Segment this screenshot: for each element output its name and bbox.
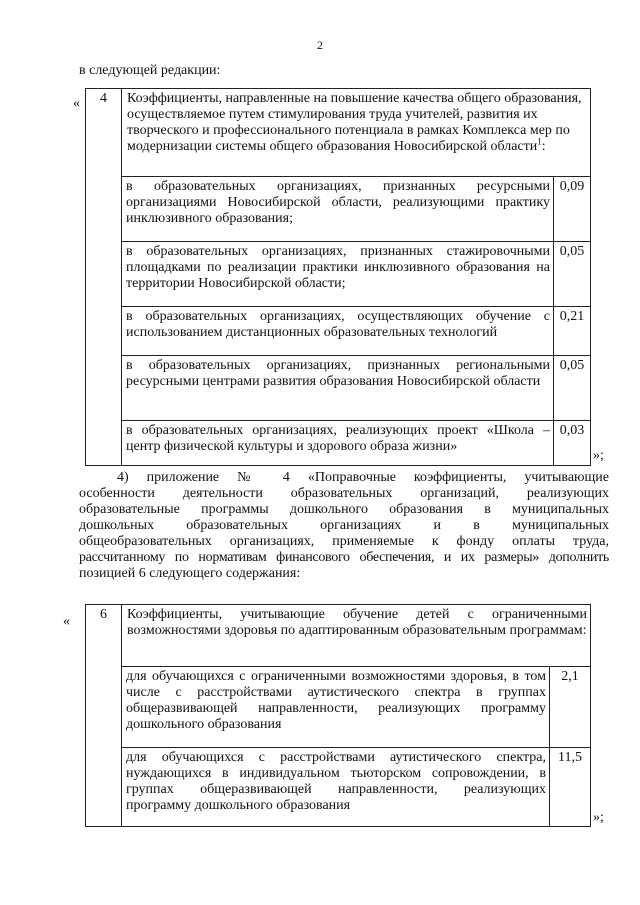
table-row — [86, 177, 591, 242]
table1-item-text — [122, 421, 554, 466]
page-number: 2 — [317, 38, 323, 52]
table1-item-text — [122, 356, 554, 421]
table1-item-text — [122, 242, 554, 307]
table1-row-number: 4 — [86, 89, 122, 466]
table1-heading-text: Коэффициенты, направленные на повышение качества общего образования, осуществляемое путем стимулирования труда учителей, развития их творческого и профессионального потенциала в рамках Комплекса мер по модернизации системы общего образования Новосибирской области — [127, 91, 582, 154]
table1-item-value: 0,21 — [554, 307, 591, 356]
table1 — [85, 88, 591, 466]
paragraph-line: дошкольных образовательных организациях и в муниципальных — [79, 518, 609, 533]
paragraph-line: позицией 6 следующего содержания: — [79, 566, 301, 581]
table1-item-value: 0,05 — [554, 242, 591, 307]
table-row — [86, 242, 591, 307]
footnote-mark: 1 — [537, 136, 542, 147]
paragraph-line: образовательные программы дошкольного образования в муниципальных — [79, 502, 609, 517]
table1-open-quote: « — [73, 96, 80, 111]
table1-heading-row — [86, 89, 591, 177]
table2 — [85, 604, 591, 827]
item-text: в образовательных организациях, признанных ресурсными организациями Новосибирской области, реализующими практику инклюзивного образования; — [126, 179, 550, 226]
amendment-paragraph — [79, 470, 609, 582]
item-text: в образовательных организациях, признанных региональными ресурсными центрами развития образования Новосибирской области — [126, 358, 550, 389]
table2-heading-row — [86, 605, 591, 667]
table2-item-text — [122, 667, 550, 748]
table-row — [86, 667, 591, 748]
item-text: в образовательных организациях, признанных стажировочными площадками по реализации практики инклюзивного образования на территории Новосибирской области; — [126, 244, 550, 291]
paragraph-line: рассчитанному по нормативам финансового обеспечения, и их размеры» дополнить — [79, 550, 609, 565]
table2-item-value: 2,1 — [550, 667, 591, 748]
table2-item-text — [122, 748, 550, 827]
table1-heading — [122, 89, 591, 177]
table1-heading-suffix: : — [541, 139, 546, 154]
table1-close-quote: »; — [593, 448, 604, 463]
table1-item-value: 0,09 — [554, 177, 591, 242]
item-text: для обучающихся с расстройствами аутистического спектра, нуждающихся в индивидуальном тьюторском сопровождении, в группах общеразвивающей направленности, реализующих программу дошкольного образования — [126, 750, 546, 813]
paragraph-line: 4) приложение № 4 «Поправочные коэффициенты, учитывающие — [117, 470, 609, 485]
table-row — [86, 748, 591, 827]
table-row — [86, 421, 591, 466]
table2-heading: Коэффициенты, учитывающие обучение детей с ограниченными возможностями здоровья по адаптированным образовательным программам: — [122, 605, 591, 667]
table-row — [86, 307, 591, 356]
item-text: в образовательных организациях, осуществляющих обучение с использованием дистанционных образовательных технологий — [126, 309, 550, 340]
table-row — [86, 356, 591, 421]
item-text: в образовательных организациях, реализующих проект «Школа – центр физической культуры и здорового образа жизни» — [126, 423, 550, 454]
intro-text: в следующей редакции: — [79, 63, 221, 78]
table1-item-text — [122, 307, 554, 356]
table2-row-number: 6 — [86, 605, 122, 827]
paragraph-line: особенности деятельности образовательных организаций, реализующих — [79, 486, 609, 501]
table1-item-text — [122, 177, 554, 242]
table2-close-quote: »; — [593, 810, 604, 825]
table2-open-quote: « — [63, 614, 70, 629]
table2-item-value: 11,5 — [550, 748, 591, 827]
item-text: для обучающихся с ограниченными возможностями здоровья, в том числе с расстройствами аутистического спектра в группах общеразвивающей направленности, реализующих программу дошкольного образования — [126, 669, 546, 732]
table1-item-value: 0,05 — [554, 356, 591, 421]
paragraph-line: общеобразовательных организациях, применяемые к фонду оплаты труда, — [79, 534, 609, 549]
table1-item-value: 0,03 — [554, 421, 591, 466]
